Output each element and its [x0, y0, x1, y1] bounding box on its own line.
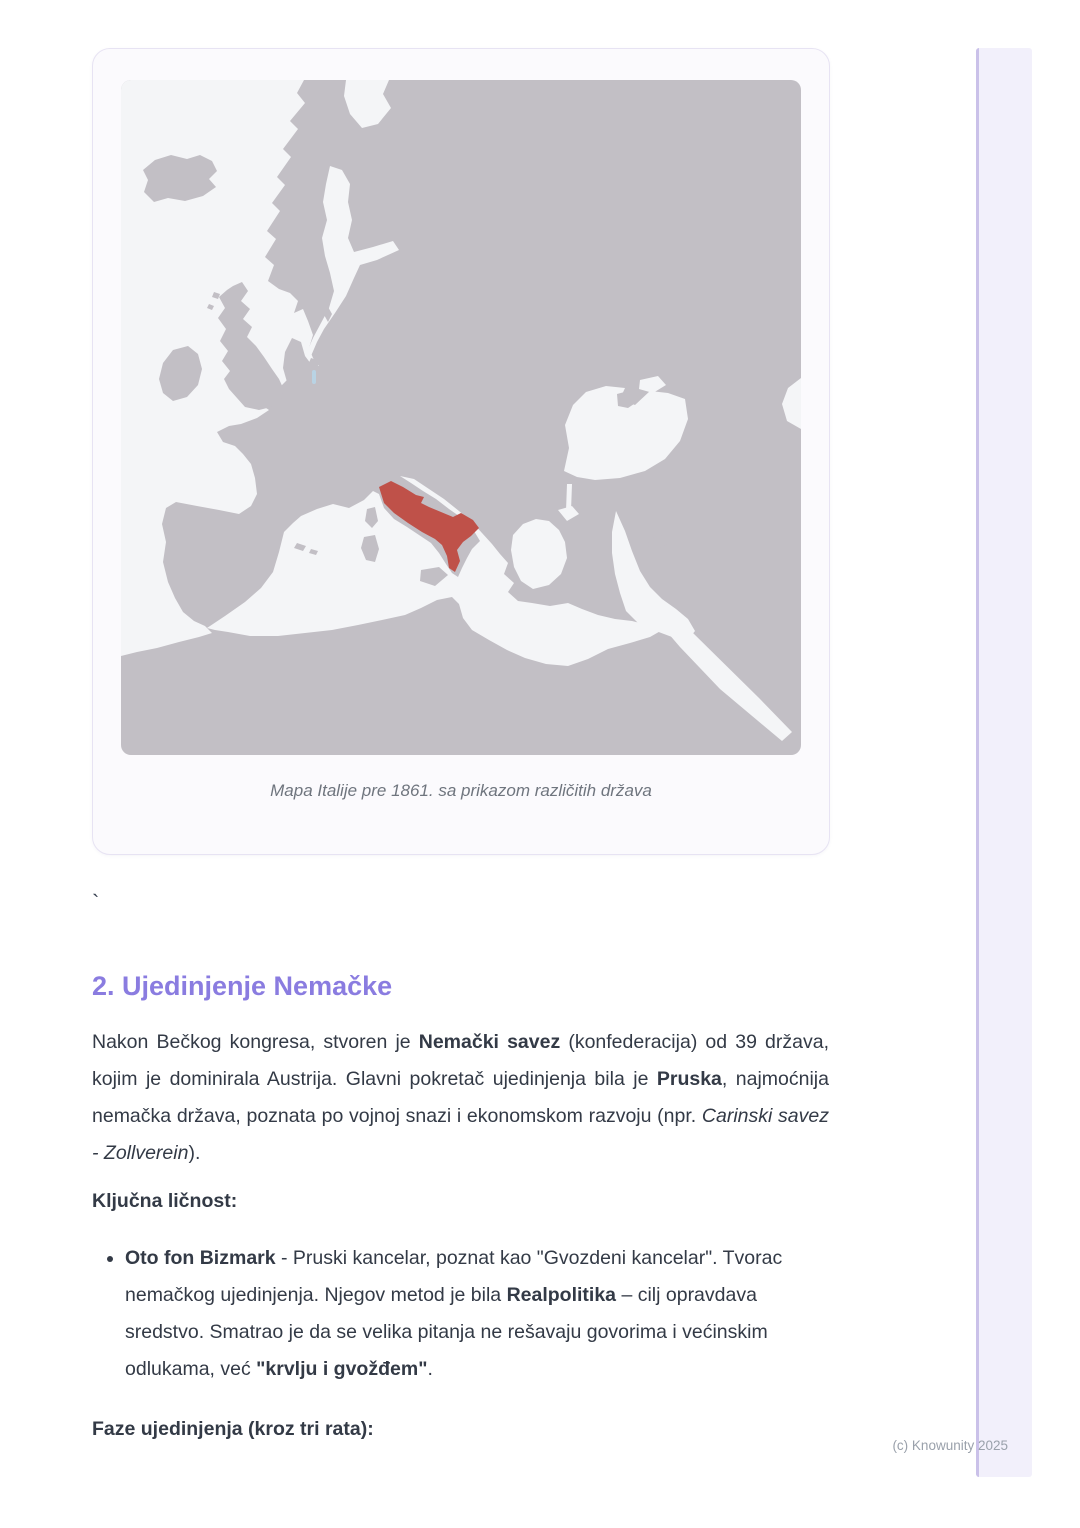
copyright-note: (c) Knowunity 2025	[892, 1438, 1008, 1453]
stray-backtick: `	[92, 890, 100, 915]
page-margin-bar	[976, 48, 1032, 1477]
intro-paragraph: Nakon Bečkog kongresa, stvoren je Nemački savez (konfederacija) od 39 država, kojim je dominirala Austrija. Glavni pokretač ujedinjenja bila je Pruska, najmoćnija nemačka država, poznata po vojnoj snazi i ekonomskom razvoju (npr. Carinski savez - Zollverein).	[92, 1031, 829, 1164]
list-item: • Oto fon Bizmark - Pruski kancelar, poznat kao "Gvozdeni kancelar". Tvorac nemačkog ujedinjenja. Njegov metod je bila Realpolitika – cilj opravdava sredstvo. Smatrao je da se velika pitanja ne rešavaju govorima i većinskim odlukama, već "krvlju i gvožđem".	[125, 1240, 804, 1388]
europe-map-image	[121, 80, 801, 755]
key-person-label: Ključna ličnost:	[92, 1190, 238, 1212]
section-heading: 2. Ujedinjenje Nemačke	[92, 971, 393, 1001]
figure-card	[92, 48, 830, 855]
phases-label: Faze ujedinjenja (kroz tri rata):	[92, 1418, 374, 1440]
key-person-list	[92, 1240, 804, 1388]
map-caption: Mapa Italije pre 1861. sa prikazom različitih država	[270, 781, 652, 800]
europe-map-svg	[121, 80, 801, 755]
